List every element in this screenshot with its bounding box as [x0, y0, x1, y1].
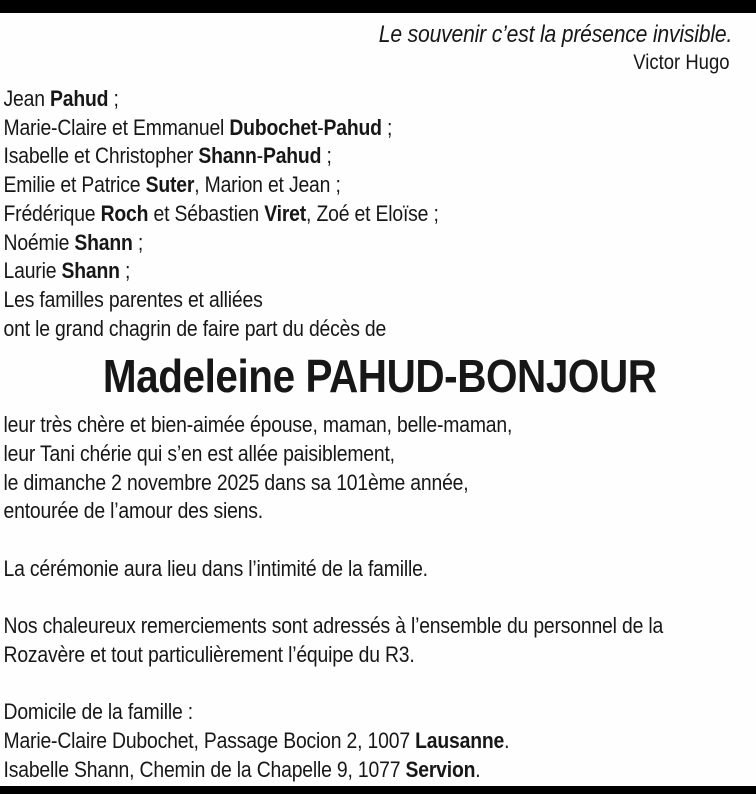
thanks-line: Nos chaleureux remerciements sont adressés à l’ensemble du personnel de la — [3, 613, 664, 639]
text-segment: , Marion et Jean ; — [194, 172, 341, 198]
family-line — [4, 85, 756, 114]
tribute-line: le dimanche 2 novembre 2025 dans sa 101ème année, — [3, 469, 469, 495]
family-line — [4, 315, 756, 344]
text-segment: ; — [108, 86, 119, 111]
text-segment: ; — [119, 258, 131, 284]
residence-block — [4, 698, 756, 784]
text-segment: . — [504, 728, 510, 754]
tribute-paragraph — [4, 411, 756, 526]
residence-heading: Domicile de la famille : — [3, 699, 193, 725]
surname-bold: Viret — [264, 200, 307, 226]
deceased-name: Madeleine PAHUD-BONJOUR — [102, 350, 657, 403]
bottom-border-rule — [0, 786, 756, 794]
text-segment: . — [475, 756, 481, 782]
text-segment: ; — [381, 114, 393, 140]
text-segment: - — [317, 114, 324, 140]
text-segment: - — [256, 143, 263, 169]
surname-bold: Roch — [100, 200, 149, 226]
text-segment: Frédérique — [3, 200, 101, 226]
surname-bold: Shann — [61, 258, 120, 284]
surname-bold: Servion — [405, 756, 476, 782]
thanks-paragraph — [4, 612, 756, 669]
surname-bold: Shann — [74, 229, 133, 255]
thanks-line: Rozavère et tout particulièrement l’équipe du R3. — [3, 641, 415, 667]
ceremony-line: La cérémonie aura lieu dans l’intimité de la famille. — [3, 555, 428, 581]
text-segment: et Sébastien — [148, 200, 265, 226]
ceremony-paragraph — [4, 555, 756, 584]
text-segment: Les familles parentes et alliées — [3, 286, 263, 312]
family-line — [4, 171, 756, 200]
text-segment: Marie-Claire et Emmanuel — [3, 114, 230, 140]
text-segment: ; — [132, 229, 144, 255]
text-segment: ; — [321, 143, 332, 169]
surname-bold: Pahud — [323, 114, 382, 140]
family-line — [4, 142, 756, 171]
tribute-line: entourée de l’amour des siens. — [3, 498, 263, 524]
text-segment: ont le grand chagrin de faire part du décès de — [3, 315, 387, 341]
notice-content — [0, 13, 756, 784]
text-segment: , Zoé et Eloïse ; — [306, 200, 439, 226]
tribute-line: leur Tani chérie qui s’en est allée paisiblement, — [3, 441, 395, 467]
family-line — [4, 229, 756, 258]
surname-bold: Pahud — [262, 143, 322, 169]
text-segment: Isabelle Shann, Chemin de la Chapelle 9, 1077 — [3, 756, 406, 782]
surname-bold: Shann — [198, 143, 257, 169]
text-segment: Laurie — [3, 258, 62, 284]
text-segment: Marie-Claire Dubochet, Passage Bocion 2, 1007 — [3, 728, 416, 754]
family-line — [4, 257, 756, 286]
family-line — [4, 114, 756, 143]
family-line — [4, 286, 756, 315]
text-segment: Jean — [3, 86, 51, 111]
epigraph-author: Victor Hugo — [633, 51, 730, 74]
surname-bold: Suter — [145, 172, 195, 198]
surname-bold: Dubochet — [229, 114, 318, 140]
text-segment: Noémie — [3, 229, 75, 255]
top-border-rule — [0, 0, 756, 13]
tribute-line: leur très chère et bien-aimée épouse, maman, belle-maman, — [3, 412, 513, 438]
text-segment: Isabelle et Christopher — [3, 143, 199, 169]
family-list — [4, 85, 756, 343]
epigraph-quote: Le souvenir c’est la présence invisible. — [378, 21, 733, 48]
residence-address — [4, 756, 756, 785]
surname-bold: Lausanne — [415, 728, 505, 754]
family-line — [4, 200, 756, 229]
residence-address — [4, 727, 756, 756]
text-segment: Emilie et Patrice — [3, 172, 146, 198]
surname-bold: Pahud — [50, 86, 109, 111]
